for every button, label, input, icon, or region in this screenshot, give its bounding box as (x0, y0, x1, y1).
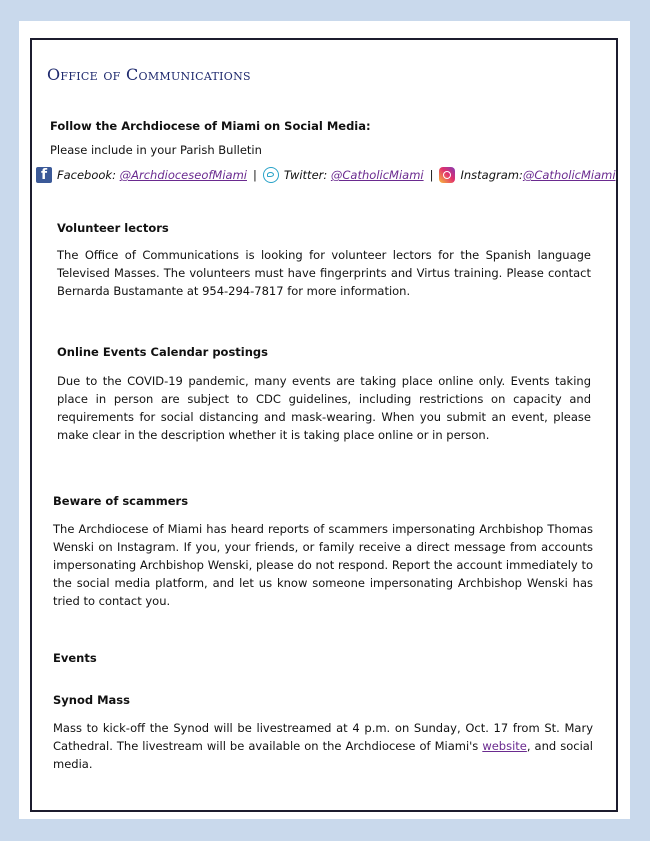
social-heading: Follow the Archdiocese of Miami on Social Media: (50, 119, 371, 133)
separator: | (252, 168, 257, 182)
lectors-body: The Office of Communications is looking for volunteer lectors for the Spanish language Televised Masses. The volunteers must have fingerprints and Virtus training. Please contact Bernarda Bustamante at 954-294-7817 for more information. (57, 248, 591, 298)
lectors-heading: Volunteer lectors (57, 221, 169, 235)
social-links-row (36, 167, 616, 183)
separator: | (429, 168, 434, 182)
calendar-heading: Online Events Calendar postings (57, 345, 268, 359)
facebook-link[interactable]: @ArchdioceseofMiami (119, 168, 247, 182)
synod-body (53, 719, 593, 773)
calendar-body: Due to the COVID-19 pandemic, many events are taking place online only. Events taking place in person are subject to CDC guidelines, including restrictions on capacity and requirements for social distancing and mask-wearing. When you submit an event, please make clear in the description whether it is taking place online or in person. (57, 374, 591, 442)
instagram-icon (439, 167, 455, 183)
twitter-icon (263, 167, 279, 183)
twitter-label: Twitter: (283, 168, 328, 182)
document-page (19, 21, 630, 819)
scammers-body: The Archdiocese of Miami has heard reports of scammers impersonating Archbishop Thomas Wenski on Instagram. If you, your friends, or family receive a direct message from accounts impersonating Archbishop Wenski, please do not respond. Report the account immediately to the social media platform, and let us know someone impersonating Archbishop Wenski has tried to contact you. (53, 522, 593, 608)
twitter-link[interactable]: @CatholicMiami (330, 168, 424, 182)
bulletin-note: Please include in your Parish Bulletin (50, 143, 262, 157)
website-link[interactable]: website (482, 739, 527, 753)
instagram-label: Instagram: (460, 168, 523, 182)
facebook-label: Facebook: (57, 168, 116, 182)
synod-text-end: , and social media. (53, 739, 594, 771)
synod-heading: Synod Mass (53, 693, 130, 707)
facebook-icon (36, 167, 52, 183)
scammers-heading: Beware of scammers (53, 494, 189, 508)
instagram-link[interactable]: @CatholicMiami (522, 168, 616, 182)
synod-text: Mass to kick-off the Synod will be livestreamed at 4 p.m. on Sunday, Oct. 17 from St. Mary Cathedral. The livestream will be available on the Archdiocese of Miami's (53, 721, 593, 753)
events-heading: Events (53, 651, 97, 665)
page-title: Office of Communications (47, 65, 251, 84)
